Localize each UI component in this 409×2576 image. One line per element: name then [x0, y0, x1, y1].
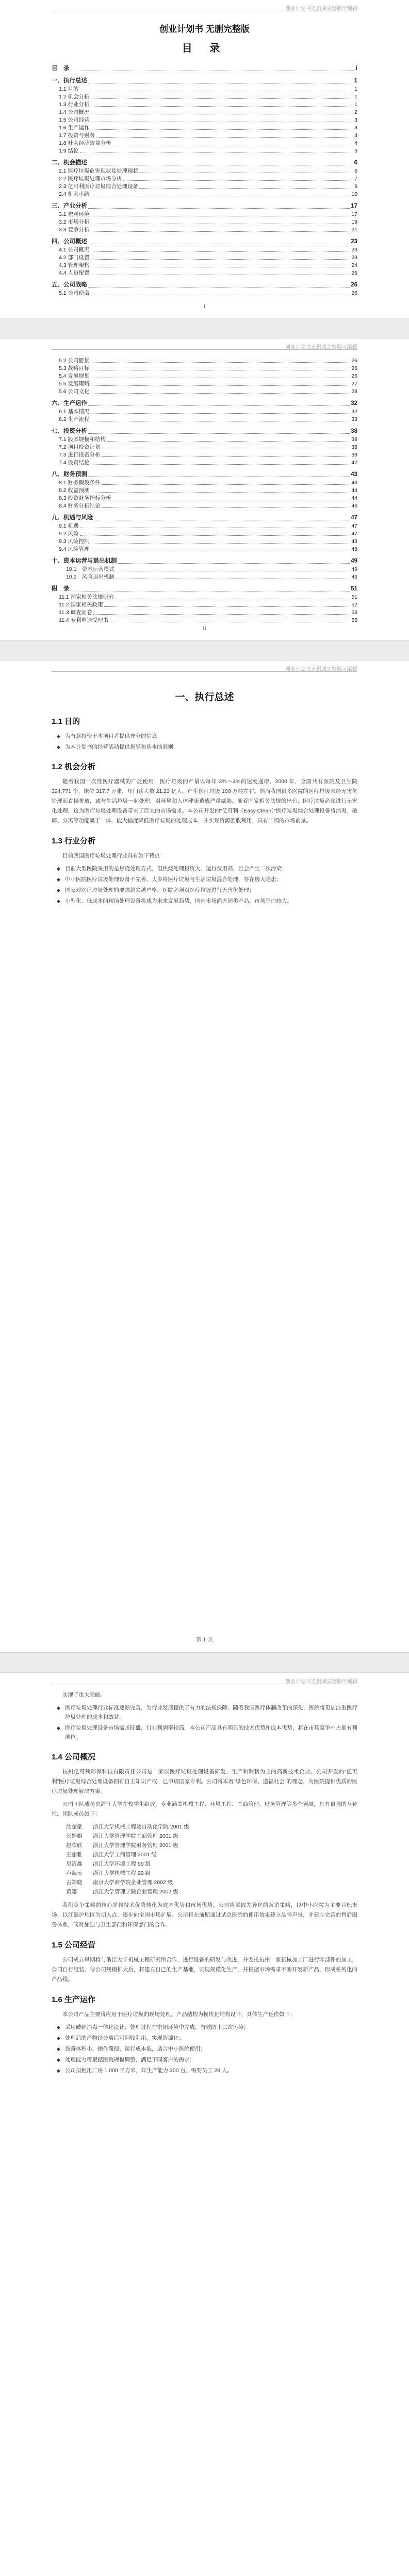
toc-entry[interactable] [52, 495, 357, 502]
toc-entry-title: 1.6 生产运作 [59, 125, 90, 131]
toc-entry-page: 55 [351, 617, 357, 623]
toc-entry-title: 7.1 股本规模和结构 [59, 436, 106, 443]
toc-entry-page: 51 [351, 586, 357, 592]
toc-leader-dots [104, 606, 351, 607]
toc-entry-page: 44 [351, 495, 357, 501]
toc-entry[interactable] [52, 479, 357, 487]
team-member [66, 1869, 357, 1878]
toc-entry-title: 10.2 风险退出机制 [66, 574, 114, 580]
toc-entry-page: 43 [351, 471, 357, 478]
bullet-list [52, 2023, 357, 2075]
toc-entry[interactable] [52, 459, 357, 467]
paragraph: 杭州亿可利环保科技有限责任公司是一家以医疗垃圾处理设备研发、生产和销售为主的高新技术企业。公司开发的“亿可利”医疗垃圾综合处理设备拥有自主知识产权，已申请国家专利。公司将本着“绿色环保、造福社会”的理念，为医院提供优质的医疗垃圾处理解决方案。 [52, 1769, 357, 1794]
toc-entry-page: 2 [354, 109, 357, 115]
list-item: ◆ 国家对医疗垃圾处理的要求越来越严格，医院必须对医疗垃圾进行无害化处理； [52, 886, 357, 895]
toc-entry-title: 目 录 [52, 65, 70, 72]
toc-entry-page: 48 [351, 546, 357, 552]
list-item: ◆ 目前大型医院采用的是焦烧处理方式，但焦烧处理投资大、运行费用高，且会产生二次污染； [52, 864, 357, 873]
toc-entry-page: 38 [351, 436, 357, 443]
diamond-bullet-icon: ◆ [57, 899, 60, 904]
team-member-role: 浙江大学管理学院财务管理 2001 级 [93, 1842, 178, 1849]
doc-title: 创业计划书 无删完整版 [159, 24, 250, 34]
toc-entry[interactable] [52, 237, 357, 246]
toc-leader-dots [91, 251, 351, 252]
toc-entry-title: 六、生产运作 [52, 400, 87, 406]
toc-entry-title: 4.3 管理架构 [59, 262, 90, 268]
toc-entry-page: 26 [351, 373, 357, 379]
section-title: 1.6 生产运作 [52, 1995, 96, 2004]
toc-entry-page: 1 [354, 101, 357, 108]
toc-entry-title: 6.1 基本情况 [59, 409, 90, 415]
team-member-name: 赵欣欣 [66, 1842, 83, 1849]
toc-leader-dots [91, 362, 351, 363]
toc-entry-page: 10 [351, 191, 357, 197]
team-member [66, 1850, 357, 1859]
diamond-bullet-icon: ◆ [57, 877, 60, 882]
toc-entry-title: 二、机会描述 [52, 160, 87, 166]
toc-entry-title: 2.2 医疗垃圾处理市场分析 [59, 176, 122, 182]
toc-entry-title: 1.9 结论 [59, 148, 79, 154]
page-break [0, 640, 409, 660]
team-member-role: 南京大学商学院企业管理 2002 级 [93, 1879, 173, 1886]
toc-leader-dots [91, 464, 351, 465]
toc-entry-page: 53 [351, 609, 357, 616]
toc-entry-title: 8.2 收益预测 [59, 487, 90, 494]
toc-entry-page: 24 [351, 262, 357, 268]
team-member-role: 浙江大学管理学院企业管理 2002 级 [93, 1889, 178, 1895]
toc-leader-dots [91, 393, 351, 394]
page-header: 创业计划书无删减完整版可编辑 [52, 660, 357, 672]
toc-entry[interactable] [52, 427, 357, 436]
page-header: 创业计划书无删减完整版可编辑 [52, 1673, 357, 1684]
toc-leader-dots [80, 535, 351, 536]
toc-entry[interactable] [52, 388, 357, 396]
toc-entry-page: 23 [351, 239, 357, 245]
toc-entry-title: 九、机遇与风险 [52, 515, 93, 521]
toc-entry[interactable] [52, 380, 357, 388]
toc-entry[interactable] [52, 513, 357, 522]
toc-entry-title: 1.2 机会分析 [59, 94, 90, 100]
toc-heading: 目 录 [182, 43, 227, 54]
section-title: 1.2 机会分析 [52, 762, 96, 771]
toc-entry-title: 1.8 社会经济效益分析 [59, 140, 111, 146]
toc-entry-page: 48 [351, 538, 357, 545]
section-title: 1.4 公司概况 [52, 1753, 96, 1761]
toc-entry[interactable] [52, 546, 357, 553]
team-member-name: 王丽雅 [66, 1852, 83, 1858]
toc-leader-dots [91, 231, 351, 232]
page-break [0, 318, 409, 338]
toc-entry-page: 32 [351, 400, 357, 406]
toc-entry[interactable] [52, 147, 357, 155]
toc-entry[interactable] [52, 269, 357, 277]
team-member-name: 吴清鑫 [66, 1861, 83, 1867]
diamond-bullet-icon: ◆ [57, 744, 60, 750]
toc-entry[interactable] [52, 444, 357, 451]
toc-entry-page: 1 [354, 78, 357, 84]
toc-entry-title: 八、财务预测 [52, 471, 87, 478]
toc-entry-page: 17 [351, 203, 357, 209]
section-title: 1.1 目的 [52, 717, 80, 726]
toc-entry-page: 23 [351, 255, 357, 261]
toc-entry[interactable] [52, 601, 357, 609]
toc-entry-title: 5.1 公司使命 [59, 290, 90, 296]
toc-entry-title: 11.1 国家相关法规研究 [59, 594, 114, 600]
toc-leader-dots [107, 441, 350, 442]
page-number: ii [203, 626, 206, 632]
toc-entry-page: 19 [351, 219, 357, 225]
toc-entry[interactable] [52, 64, 357, 73]
bullet-list [52, 732, 357, 752]
toc-entry-title: 8.3 投资财务指标分析 [59, 495, 111, 501]
toc-entry-page: 23 [351, 247, 357, 253]
paragraph: 本公司产品主要将应用于医疗垃圾的现场处理，产品结构为模块化结构设计，具体生产运作如下： [62, 2011, 296, 2018]
diamond-bullet-icon: ◆ [57, 2036, 60, 2041]
toc-entry-page: 3 [354, 125, 357, 131]
toc-entry-page: 6 [354, 160, 357, 166]
toc-leader-dots [91, 259, 351, 260]
bullet-list [52, 1703, 357, 1742]
toc-entry[interactable] [52, 93, 357, 101]
toc-entry[interactable] [52, 140, 357, 147]
toc-entry-page: 51 [351, 594, 357, 600]
toc-entry-title: 3.1 宏观环境 [59, 211, 90, 217]
toc-entry[interactable] [52, 280, 357, 290]
toc-page-2 [0, 338, 409, 640]
toc-entry[interactable] [52, 566, 357, 573]
list-item: ◆ 公司拟租用厂房 1,000 平方米，年生产能力 300 台，需要员工 28 人。 [52, 2066, 357, 2075]
toc-leader-dots [96, 137, 353, 138]
team-member [66, 1887, 357, 1896]
toc-entry-page: 28 [351, 388, 357, 395]
toc-entry-page: 27 [351, 381, 357, 387]
toc-entry[interactable] [52, 538, 357, 546]
toc-entry-page: 49 [351, 574, 357, 580]
team-member-name: 卢海云 [66, 1870, 83, 1876]
team-member-name: 沈超豪 [66, 1824, 83, 1830]
toc-entry-page: 25 [351, 270, 357, 276]
toc-entry-title: 6.2 生产流程 [59, 416, 90, 422]
paragraph: 我们竞争策略的核心是将技术优势转化为成本优势和市场优势。公司将采取差异化的营销策略，以中小医院为主要目标市场，以江浙沪地区为切入点，逐步向全国市场扩展。公司将在前期通过试点医院的使用效果建立品牌声誉，并建立完善的售后服务体系，同时加强与卫生部门和环保部门的合作。 [52, 1902, 357, 1928]
toc-entry[interactable] [52, 226, 357, 234]
team-member-name: 张娟娟 [66, 1833, 83, 1839]
toc-entry-page: 44 [351, 487, 357, 494]
toc-entry[interactable] [52, 290, 357, 297]
toc-entry-title: 9.4 风险管理 [59, 546, 90, 552]
toc-entry-page: 3 [354, 117, 357, 123]
toc-leader-dots [91, 543, 351, 544]
toc-entry-page: 7 [354, 176, 357, 182]
toc-entry-page: 9 [354, 183, 357, 190]
toc-entry-title: 十、资本运营与退出机制 [52, 558, 117, 564]
bullet-list [52, 864, 357, 906]
diamond-bullet-icon: ◆ [57, 2057, 60, 2062]
toc-entry[interactable] [52, 617, 357, 624]
page-header: 创业计划书无删减完整版可编辑 [52, 0, 357, 11]
toc-entry-title: 11.2 国家相关政策 [59, 602, 103, 608]
toc-entry[interactable] [52, 470, 357, 479]
toc-entry[interactable] [52, 573, 357, 581]
team-member-role: 浙江大学机械工程及自动化学院 2001 级 [93, 1824, 189, 1830]
diamond-bullet-icon: ◆ [57, 2068, 60, 2073]
diamond-bullet-icon: ◆ [57, 734, 60, 739]
list-item: ◆ 处理能力可根据医院规模调整，满足不同客户的需求； [52, 2055, 357, 2064]
toc-entry-title: 5.4 发展规划 [59, 373, 90, 379]
list-item: ◆ 小型化、低成本的现场处理设备将成为未来发展趋势，国内市场尚无同类产品，市场空白较大。 [52, 896, 357, 906]
toc-entry[interactable] [52, 76, 357, 86]
toc-entry[interactable] [52, 487, 357, 495]
toc-entry-page: 49 [351, 566, 357, 572]
toc-entry-title: 11.4 专利申请受理书 [59, 617, 109, 623]
toc-entry-page: i [355, 65, 357, 72]
toc-leader-dots [91, 129, 354, 130]
toc-entry[interactable] [52, 101, 357, 109]
list-item: ◆ 为有意投资于本项目者提供充分的信息 [52, 732, 357, 741]
toc-entry-page: 4 [354, 132, 357, 139]
toc-leader-dots [102, 484, 351, 485]
toc-entry-title: 4.4 人员配置 [59, 270, 90, 276]
toc-leader-dots [88, 208, 350, 209]
diamond-bullet-icon: ◆ [57, 866, 60, 871]
toc-entry-page: 4 [354, 140, 357, 146]
section-title: 1.3 行业分析 [52, 837, 96, 845]
toc-leader-dots [91, 413, 351, 414]
toc-entry-page: 42 [351, 460, 357, 466]
team-member [66, 1859, 357, 1869]
toc-entry-title: 2.4 机会小结 [59, 191, 90, 197]
toc-entry-page: 32 [351, 409, 357, 415]
toc-entry-page: 26 [351, 290, 357, 296]
toc-leader-dots [88, 433, 350, 434]
toc-entry-page: 38 [351, 428, 357, 434]
toc-entry-page: 47 [351, 531, 357, 537]
diamond-bullet-icon: ◆ [57, 2025, 60, 2030]
toc-entry-page: 5 [354, 148, 357, 154]
toc-entry[interactable] [52, 167, 357, 175]
toc-entry-title: 1.3 行业分析 [59, 101, 90, 108]
toc-entry-title: 5.3 战略目标 [59, 365, 90, 371]
toc-entry-page: 21 [351, 227, 357, 233]
page-number: i [203, 304, 206, 310]
toc-leader-dots [93, 614, 351, 615]
diamond-bullet-icon: ◆ [57, 2046, 60, 2052]
toc-entry-title: 9.3 风险控制 [59, 538, 90, 545]
toc-entry-title: 1.7 投资与财务 [59, 132, 95, 139]
list-item: ◆ 采用破碎消毒一体化设计，处理过程在密闭环境中完成，有效防止二次污染； [52, 2023, 357, 2032]
toc-leader-dots [118, 563, 350, 564]
team-member-role: 浙江大学机械工程 99 级 [93, 1870, 151, 1876]
toc-entry[interactable] [52, 86, 357, 93]
diamond-bullet-icon: ◆ [57, 888, 60, 893]
toc-entry[interactable] [52, 451, 357, 459]
toc-entry-page: 26 [351, 282, 357, 288]
toc-entry[interactable] [52, 116, 357, 124]
team-member-list [66, 1822, 357, 1896]
team-member-name: 古郑晓 [66, 1879, 83, 1886]
toc-entry[interactable] [52, 124, 357, 132]
toc-leader-dots [91, 492, 351, 493]
toc-entry[interactable] [52, 594, 357, 601]
list-item: ◆ 设备体积小、操作简便、运行成本低，适合中小医院使用； [52, 2044, 357, 2054]
toc-entry[interactable] [52, 246, 357, 254]
toc-entry-page: 47 [351, 515, 357, 521]
toc-entry-title: 5.2 公司愿景 [59, 358, 90, 364]
toc-entry-title: 4.2 部门设置 [59, 255, 90, 261]
toc-entry[interactable] [52, 416, 357, 423]
toc-entry-page: 46 [351, 503, 357, 509]
team-member [66, 1878, 357, 1887]
toc-entry-title: 8.1 财务假设条件 [59, 480, 101, 486]
team-member [66, 1832, 357, 1841]
team-member-role: 浙江大学环境工程 99 级 [93, 1861, 151, 1867]
toc-entry[interactable] [52, 109, 357, 116]
diamond-bullet-icon: ◆ [57, 1705, 60, 1710]
toc-entry-title: 5.6 公司文化 [59, 388, 90, 395]
paragraph: 目前我国医疗垃圾处理行业具有如下特点： [62, 853, 166, 859]
diamond-bullet-icon: ◆ [57, 1725, 60, 1731]
toc-entry[interactable] [52, 254, 357, 262]
toc-entry[interactable] [52, 132, 357, 140]
toc-entry-page: 49 [351, 558, 357, 564]
toc-entry-title: 7.2 项目投资计划 [59, 444, 101, 450]
toc-entry[interactable] [52, 365, 357, 372]
toc-entry-title: 9.2 风险 [59, 531, 79, 537]
toc-entry-title: 7.3 进行投资分析 [59, 452, 101, 458]
toc-entry-page: 47 [351, 523, 357, 529]
toc-entry-title: 1.4 公司概况 [59, 109, 90, 115]
toc-entry-page: 33 [351, 416, 357, 422]
toc-entry-title: 7.4 投资结论 [59, 460, 90, 466]
toc-entry-title: 1.5 公司经营 [59, 117, 90, 123]
paragraph: 公司团队成员由浙江大学在校学生组成，专业涵盖机械工程、环境工程、工商管理、财务管理等多个领域，具有很强的互补性。团队成员如下： [52, 1801, 357, 1817]
toc-leader-dots [91, 106, 354, 107]
toc-entry[interactable] [52, 191, 357, 198]
toc-leader-dots [139, 188, 353, 189]
team-member-role: 浙江大学工商管理 2001 级 [93, 1852, 157, 1858]
toc-entry-title: 5.5 发展策略 [59, 381, 90, 387]
page-header: 创业计划书无删减完整版可编辑 [52, 338, 357, 350]
page-break [0, 1652, 409, 1673]
page-number: 第 1 页 [196, 1637, 213, 1643]
toc-entry-title: 9.1 机遇 [59, 523, 79, 529]
toc-entry-title: 三、产业分析 [52, 203, 87, 209]
toc-entry-title: 4.1 公司概况 [59, 247, 90, 253]
toc-page-1 [0, 0, 409, 318]
toc-entry-page: 43 [351, 480, 357, 486]
toc-entry[interactable] [52, 502, 357, 510]
toc-entry-title: 七、投资分析 [52, 428, 87, 434]
section-title: 1.5 公司经营 [52, 1941, 96, 1950]
table-of-contents-continued [52, 357, 357, 624]
team-member-role: 浙江大学管理学院工商管理 2001 级 [93, 1833, 178, 1839]
toc-entry[interactable] [52, 436, 357, 444]
toc-entry[interactable] [52, 584, 357, 594]
team-member [66, 1841, 357, 1850]
toc-entry[interactable] [52, 218, 357, 226]
toc-entry[interactable] [52, 530, 357, 538]
toc-entry-page: 1 [354, 94, 357, 100]
toc-leader-dots [123, 180, 354, 181]
toc-entry-title: 1.1 目的 [59, 86, 79, 92]
list-item: ◆ 为本计划书的经营活动提供指导和基本的准则 [52, 742, 357, 752]
toc-entry-title: 3.3 竞争分析 [59, 227, 90, 233]
toc-entry[interactable] [52, 201, 357, 211]
team-member-name: 黄娜 [66, 1889, 77, 1895]
toc-entry-page: 26 [351, 358, 357, 364]
toc-entry-title: 四、公司概述 [52, 239, 87, 245]
toc-leader-dots [91, 98, 354, 99]
toc-entry[interactable] [52, 158, 357, 167]
toc-leader-dots [102, 507, 351, 508]
list-item: ◆ 医疗垃圾处理行业标准逐渐完善，为行业发展提供了有力的法规保障。随着我国医疗体制改革的深化，医院将更加注重医疗垃圾处理的成本和效益。 [52, 1703, 357, 1722]
paragraph: 实现了重大突破。 [62, 1692, 106, 1698]
toc-entry-title: 五、公司战略 [52, 282, 87, 288]
list-item: ◆ 中小医院医疗垃圾处理设备不完善，大多将医疗垃圾与生活垃圾混合处理，存在极大隐患； [52, 875, 357, 884]
toc-entry[interactable] [52, 408, 357, 416]
toc-entry-page: 17 [351, 211, 357, 217]
toc-entry-page: 39 [351, 452, 357, 458]
toc-entry-page: 1 [354, 86, 357, 92]
toc-entry-title: 2.3 亿可利医疗垃圾综合处理设备 [59, 183, 139, 190]
toc-entry[interactable] [52, 609, 357, 617]
toc-entry[interactable] [52, 522, 357, 530]
team-member [66, 1822, 357, 1832]
toc-entry[interactable] [52, 372, 357, 380]
list-item: ◆ 医疗垃圾处理设备市场需求旺盛，行业利润率较高，本公司产品具有明显的技术优势和成本优势，将在市场竞争中占据有利地位。 [52, 1723, 357, 1742]
toc-entry[interactable] [52, 357, 357, 365]
toc-entry[interactable] [52, 262, 357, 269]
toc-entry-title: 10.1 资本运营模式 [66, 566, 114, 572]
paragraph: 随着我国一次性医疗器械的广泛使用，医疗垃圾的产量以每年 3%～4%的速度递增，2000 年，全国共有医院及卫生院 324,771 个，床位 317.7 万张，年门诊人数 21.23 亿人，产生医疗垃圾 100 万吨左右。然而我国很多医院的医疗垃圾未经无害化处理而直接排放，或与生活垃圾一起处理，对环境和人体健康造成严重威胁。随着国家相关法规的出台，医疗垃圾必须进行无害化处理，这为医疗垃圾处理设备带来了巨大的市场需求。本公司开发的“亿可利（Easy Clean）”医疗垃圾综合处理设备将消毒、破碎、分离等功能集于一体，能大幅度降低医疗垃圾的处理成本，并实现资源回收利用，具有广阔的市场前景。 [52, 778, 357, 824]
toc-leader-dots [91, 385, 351, 386]
toc-entry[interactable] [52, 211, 357, 218]
toc-leader-dots [80, 152, 354, 153]
toc-entry-title: 2.1 医疗垃圾危害现状及处理现状 [59, 168, 139, 174]
toc-entry-title: 11.3 调查问卷 [59, 609, 92, 616]
toc-entry-page: 38 [351, 444, 357, 450]
toc-entry[interactable] [52, 183, 357, 191]
toc-entry-page: 26 [351, 365, 357, 371]
body-page-1 [0, 660, 409, 1652]
toc-leader-dots [102, 456, 351, 457]
body-page-2 [0, 1673, 409, 2576]
toc-entry-title: 附 录 [52, 586, 70, 592]
table-of-contents [52, 64, 357, 297]
paragraph: 公司成立早期将与浙江大学机械工程研究所合作，进行设备的研发与改进，并委托杭州一家机械加工厂进行零部件的加工，公司自行组装。待公司规模扩大后，将建立自己的生产基地，实现规模化生产，并根据市场需求不断开发新产品，形成系列化的产品线。 [52, 1957, 357, 1982]
toc-entry-title: 8.4 财务分析结论 [59, 503, 101, 509]
toc-entry[interactable] [52, 556, 357, 566]
toc-entry-page: 52 [351, 602, 357, 608]
toc-leader-dots [88, 405, 350, 406]
list-item: ◆ 处理后的产物经分离后可回收利用，实现资源化； [52, 2033, 357, 2043]
toc-entry-page: 6 [354, 168, 357, 174]
toc-entry-title: 一、执行总述 [52, 78, 87, 84]
chapter-title: 一、执行总述 [175, 692, 234, 703]
toc-entry[interactable] [52, 399, 357, 408]
toc-entry[interactable] [52, 175, 357, 183]
toc-entry-title: 3.2 市场分析 [59, 219, 90, 225]
